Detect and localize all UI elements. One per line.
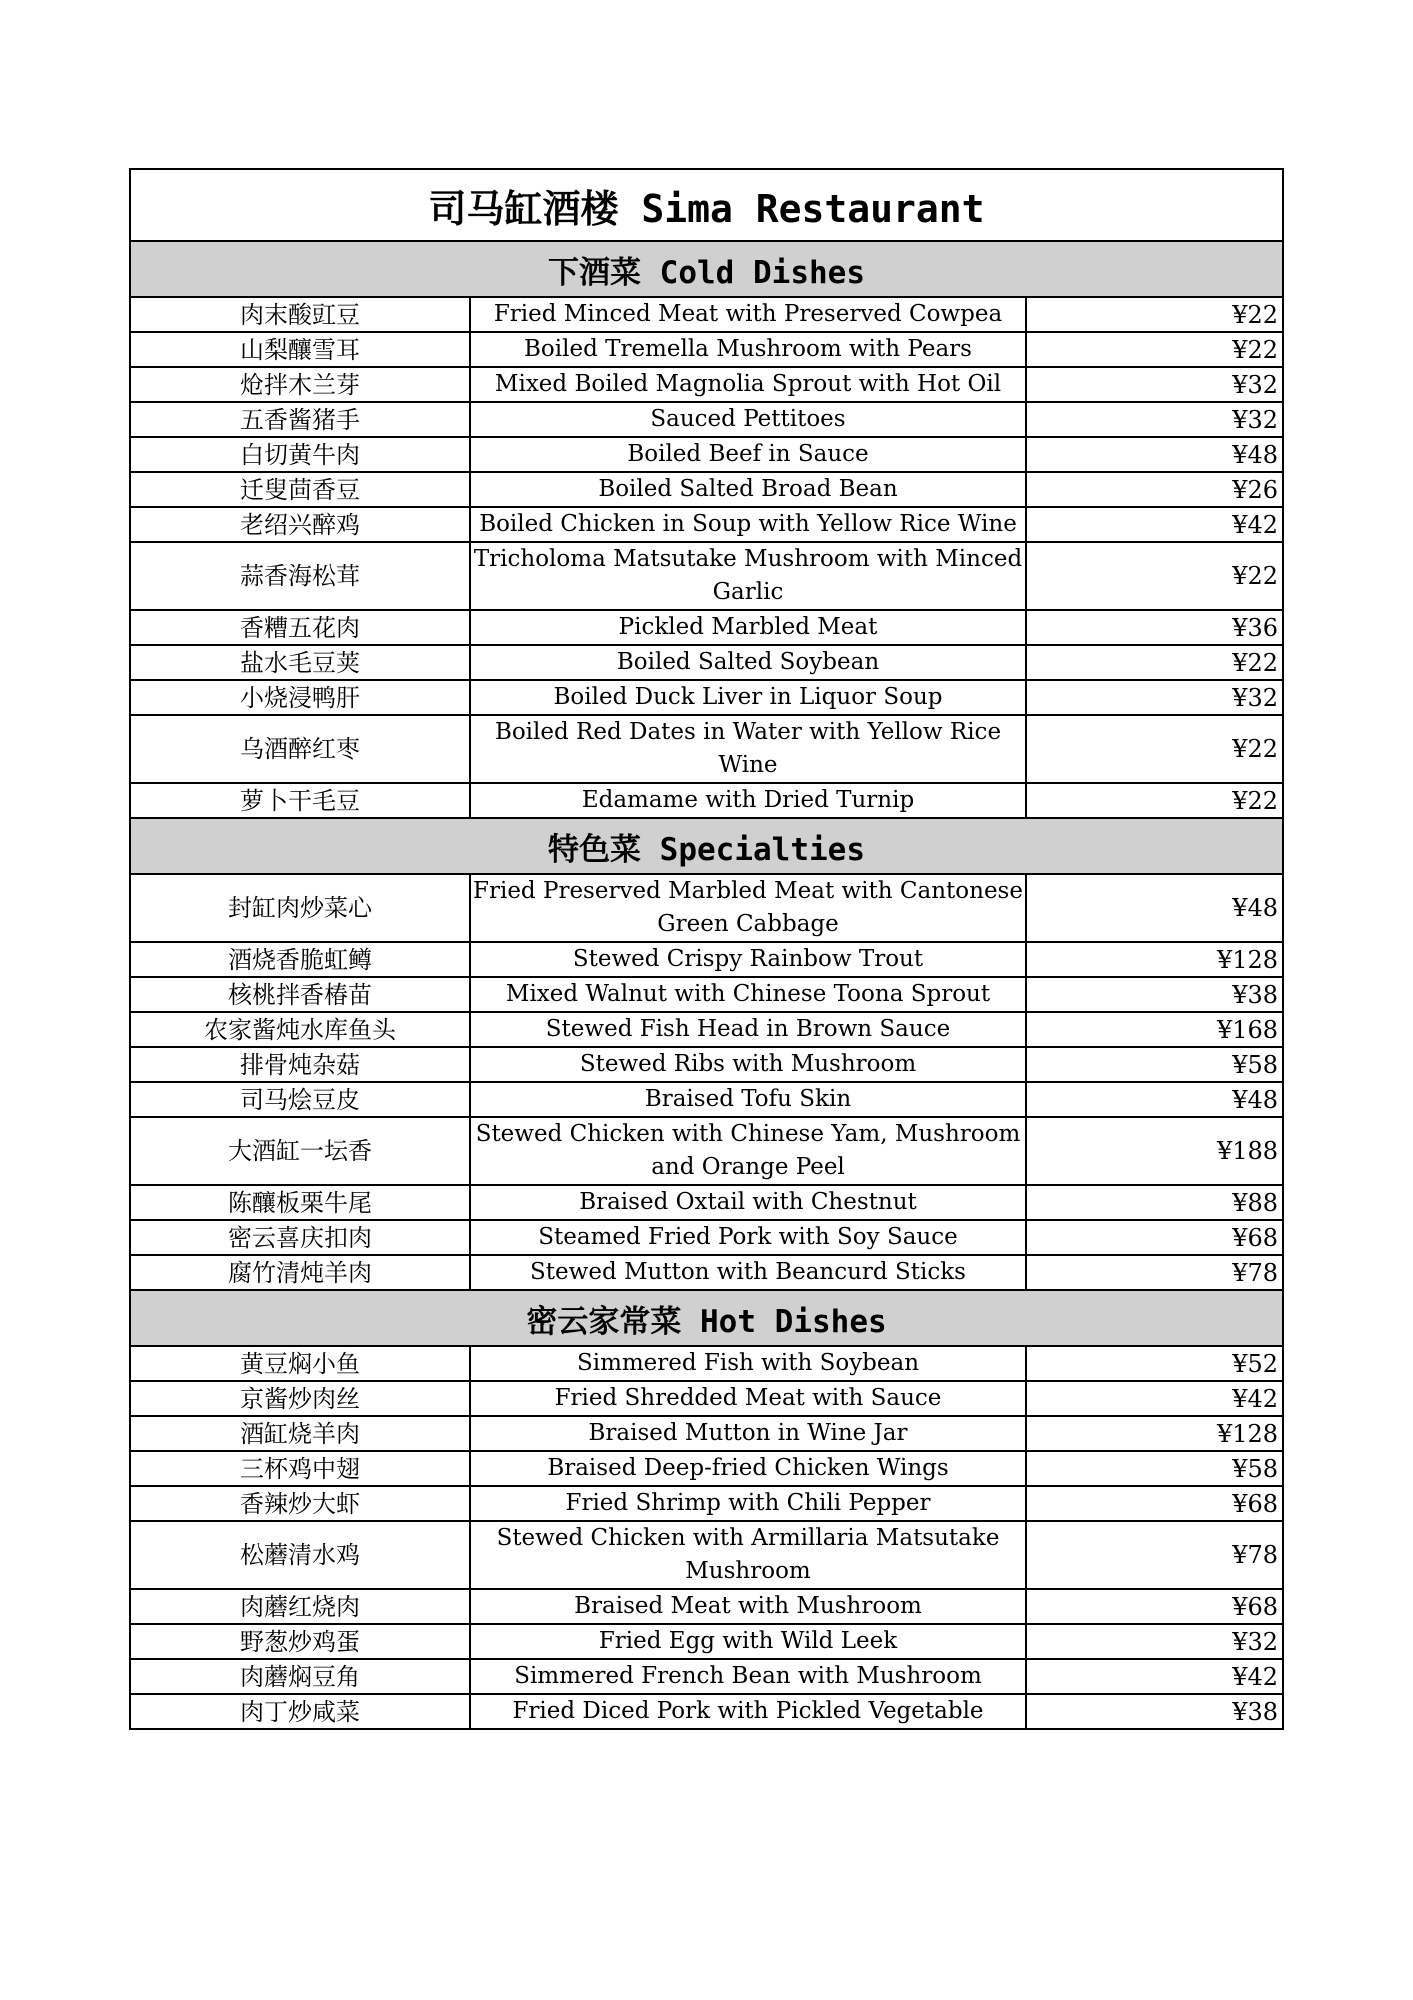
dish-english-name: Fried Shredded Meat with Sauce [470,1381,1026,1416]
dish-english-name: Fried Diced Pork with Pickled Vegetable [470,1694,1026,1729]
dish-english-name: Sauced Pettitoes [470,402,1026,437]
dish-chinese-name: 肉蘑红烧肉 [130,1589,470,1624]
dish-english-name: Boiled Beef in Sauce [470,437,1026,472]
menu-table [129,168,1284,1730]
dish-price: ¥22 [1026,645,1283,680]
section-title: 下酒菜 Cold Dishes [130,241,1283,297]
dish-price: ¥26 [1026,472,1283,507]
menu-item-row [130,1381,1283,1416]
dish-english-name: Stewed Fish Head in Brown Sauce [470,1012,1026,1047]
dish-price: ¥42 [1026,1659,1283,1694]
menu-item-row [130,507,1283,542]
menu-item-row [130,1624,1283,1659]
dish-price: ¥22 [1026,542,1283,610]
menu-item-row [130,1589,1283,1624]
dish-price: ¥32 [1026,1624,1283,1659]
dish-chinese-name: 野葱炒鸡蛋 [130,1624,470,1659]
dish-chinese-name: 陈釀板栗牛尾 [130,1185,470,1220]
dish-chinese-name: 京酱炒肉丝 [130,1381,470,1416]
menu-item-row [130,332,1283,367]
dish-chinese-name: 小烧浸鸭肝 [130,680,470,715]
dish-chinese-name: 蒜香海松茸 [130,542,470,610]
dish-english-name: Braised Oxtail with Chestnut [470,1185,1026,1220]
dish-price: ¥128 [1026,942,1283,977]
menu-item-row [130,1117,1283,1185]
menu-item-row [130,542,1283,610]
dish-english-name: Stewed Chicken with Armillaria Matsutake Mushroom [470,1521,1026,1589]
menu-item-row [130,783,1283,818]
dish-english-name: Braised Deep-fried Chicken Wings [470,1451,1026,1486]
dish-chinese-name: 肉蘑焖豆角 [130,1659,470,1694]
dish-price: ¥48 [1026,437,1283,472]
dish-chinese-name: 老绍兴醉鸡 [130,507,470,542]
dish-english-name: Stewed Mutton with Beancurd Sticks [470,1255,1026,1290]
dish-price: ¥78 [1026,1521,1283,1589]
section-header-row [130,241,1283,297]
dish-price: ¥32 [1026,402,1283,437]
menu-item-row [130,610,1283,645]
dish-english-name: Edamame with Dried Turnip [470,783,1026,818]
dish-chinese-name: 腐竹清炖羊肉 [130,1255,470,1290]
menu-item-row [130,1255,1283,1290]
dish-english-name: Steamed Fried Pork with Soy Sauce [470,1220,1026,1255]
menu-item-row [130,942,1283,977]
menu-item-row [130,645,1283,680]
dish-english-name: Boiled Red Dates in Water with Yellow Rice Wine [470,715,1026,783]
dish-chinese-name: 肉丁炒咸菜 [130,1694,470,1729]
dish-english-name: Simmered Fish with Soybean [470,1346,1026,1381]
dish-chinese-name: 大酒缸一坛香 [130,1117,470,1185]
dish-price: ¥36 [1026,610,1283,645]
dish-price: ¥22 [1026,297,1283,332]
dish-english-name: Braised Mutton in Wine Jar [470,1416,1026,1451]
dish-price: ¥168 [1026,1012,1283,1047]
dish-english-name: Mixed Boiled Magnolia Sprout with Hot Oil [470,367,1026,402]
dish-price: ¥22 [1026,783,1283,818]
dish-english-name: Tricholoma Matsutake Mushroom with Minced Garlic [470,542,1026,610]
dish-english-name: Stewed Crispy Rainbow Trout [470,942,1026,977]
dish-chinese-name: 黄豆焖小鱼 [130,1346,470,1381]
dish-english-name: Stewed Ribs with Mushroom [470,1047,1026,1082]
dish-chinese-name: 山梨釀雪耳 [130,332,470,367]
dish-price: ¥48 [1026,1082,1283,1117]
dish-chinese-name: 松蘑清水鸡 [130,1521,470,1589]
menu-item-row [130,1012,1283,1047]
dish-price: ¥188 [1026,1117,1283,1185]
menu-item-row [130,977,1283,1012]
dish-english-name: Fried Minced Meat with Preserved Cowpea [470,297,1026,332]
dish-english-name: Boiled Salted Soybean [470,645,1026,680]
menu-item-row [130,1694,1283,1729]
dish-chinese-name: 香糟五花肉 [130,610,470,645]
dish-english-name: Boiled Salted Broad Bean [470,472,1026,507]
menu-item-row [130,297,1283,332]
dish-english-name: Fried Egg with Wild Leek [470,1624,1026,1659]
dish-chinese-name: 酒烧香脆虹鳟 [130,942,470,977]
dish-price: ¥88 [1026,1185,1283,1220]
dish-chinese-name: 萝卜干毛豆 [130,783,470,818]
dish-price: ¥78 [1026,1255,1283,1290]
dish-price: ¥52 [1026,1346,1283,1381]
dish-chinese-name: 白切黄牛肉 [130,437,470,472]
dish-english-name: Fried Preserved Marbled Meat with Cantonese Green Cabbage [470,874,1026,942]
dish-english-name: Pickled Marbled Meat [470,610,1026,645]
dish-price: ¥48 [1026,874,1283,942]
dish-price: ¥32 [1026,680,1283,715]
menu-item-row [130,1659,1283,1694]
dish-chinese-name: 盐水毛豆荚 [130,645,470,680]
title-row [130,169,1283,241]
dish-price: ¥22 [1026,715,1283,783]
menu-item-row [130,1416,1283,1451]
dish-english-name: Boiled Duck Liver in Liquor Soup [470,680,1026,715]
dish-price: ¥68 [1026,1220,1283,1255]
dish-chinese-name: 乌酒醉红枣 [130,715,470,783]
menu-item-row [130,1185,1283,1220]
dish-chinese-name: 三杯鸡中翅 [130,1451,470,1486]
menu-item-row [130,680,1283,715]
section-header-row [130,818,1283,874]
dish-price: ¥42 [1026,507,1283,542]
menu-item-row [130,1486,1283,1521]
menu-item-row [130,1047,1283,1082]
dish-chinese-name: 炝拌木兰芽 [130,367,470,402]
menu-body [130,169,1283,1729]
dish-chinese-name: 司马烩豆皮 [130,1082,470,1117]
menu-item-row [130,437,1283,472]
restaurant-title: 司马缸酒楼 Sima Restaurant [130,169,1283,241]
dish-chinese-name: 肉末酸豇豆 [130,297,470,332]
dish-english-name: Fried Shrimp with Chili Pepper [470,1486,1026,1521]
dish-price: ¥128 [1026,1416,1283,1451]
menu-item-row [130,715,1283,783]
dish-price: ¥32 [1026,367,1283,402]
menu-item-row [130,472,1283,507]
dish-price: ¥22 [1026,332,1283,367]
menu-item-row [130,402,1283,437]
dish-price: ¥58 [1026,1451,1283,1486]
dish-chinese-name: 核桃拌香椿苗 [130,977,470,1012]
dish-price: ¥42 [1026,1381,1283,1416]
dish-price: ¥58 [1026,1047,1283,1082]
dish-english-name: Simmered French Bean with Mushroom [470,1659,1026,1694]
dish-english-name: Stewed Chicken with Chinese Yam, Mushroom and Orange Peel [470,1117,1026,1185]
dish-price: ¥68 [1026,1589,1283,1624]
menu-item-row [130,1521,1283,1589]
menu-item-row [130,367,1283,402]
menu-item-row [130,1220,1283,1255]
dish-chinese-name: 酒缸烧羊肉 [130,1416,470,1451]
section-title: 密云家常菜 Hot Dishes [130,1290,1283,1346]
dish-english-name: Braised Tofu Skin [470,1082,1026,1117]
menu-item-row [130,1346,1283,1381]
menu-item-row [130,1451,1283,1486]
section-header-row [130,1290,1283,1346]
dish-price: ¥68 [1026,1486,1283,1521]
dish-chinese-name: 密云喜庆扣肉 [130,1220,470,1255]
dish-chinese-name: 迁叟茴香豆 [130,472,470,507]
dish-chinese-name: 封缸肉炒菜心 [130,874,470,942]
dish-english-name: Boiled Tremella Mushroom with Pears [470,332,1026,367]
menu-item-row [130,1082,1283,1117]
dish-english-name: Braised Meat with Mushroom [470,1589,1026,1624]
dish-price: ¥38 [1026,977,1283,1012]
menu-item-row [130,874,1283,942]
dish-chinese-name: 香辣炒大虾 [130,1486,470,1521]
dish-english-name: Boiled Chicken in Soup with Yellow Rice Wine [470,507,1026,542]
dish-price: ¥38 [1026,1694,1283,1729]
dish-chinese-name: 五香酱猪手 [130,402,470,437]
dish-chinese-name: 排骨炖杂菇 [130,1047,470,1082]
section-title: 特色菜 Specialties [130,818,1283,874]
dish-chinese-name: 农家酱炖水库鱼头 [130,1012,470,1047]
dish-english-name: Mixed Walnut with Chinese Toona Sprout [470,977,1026,1012]
